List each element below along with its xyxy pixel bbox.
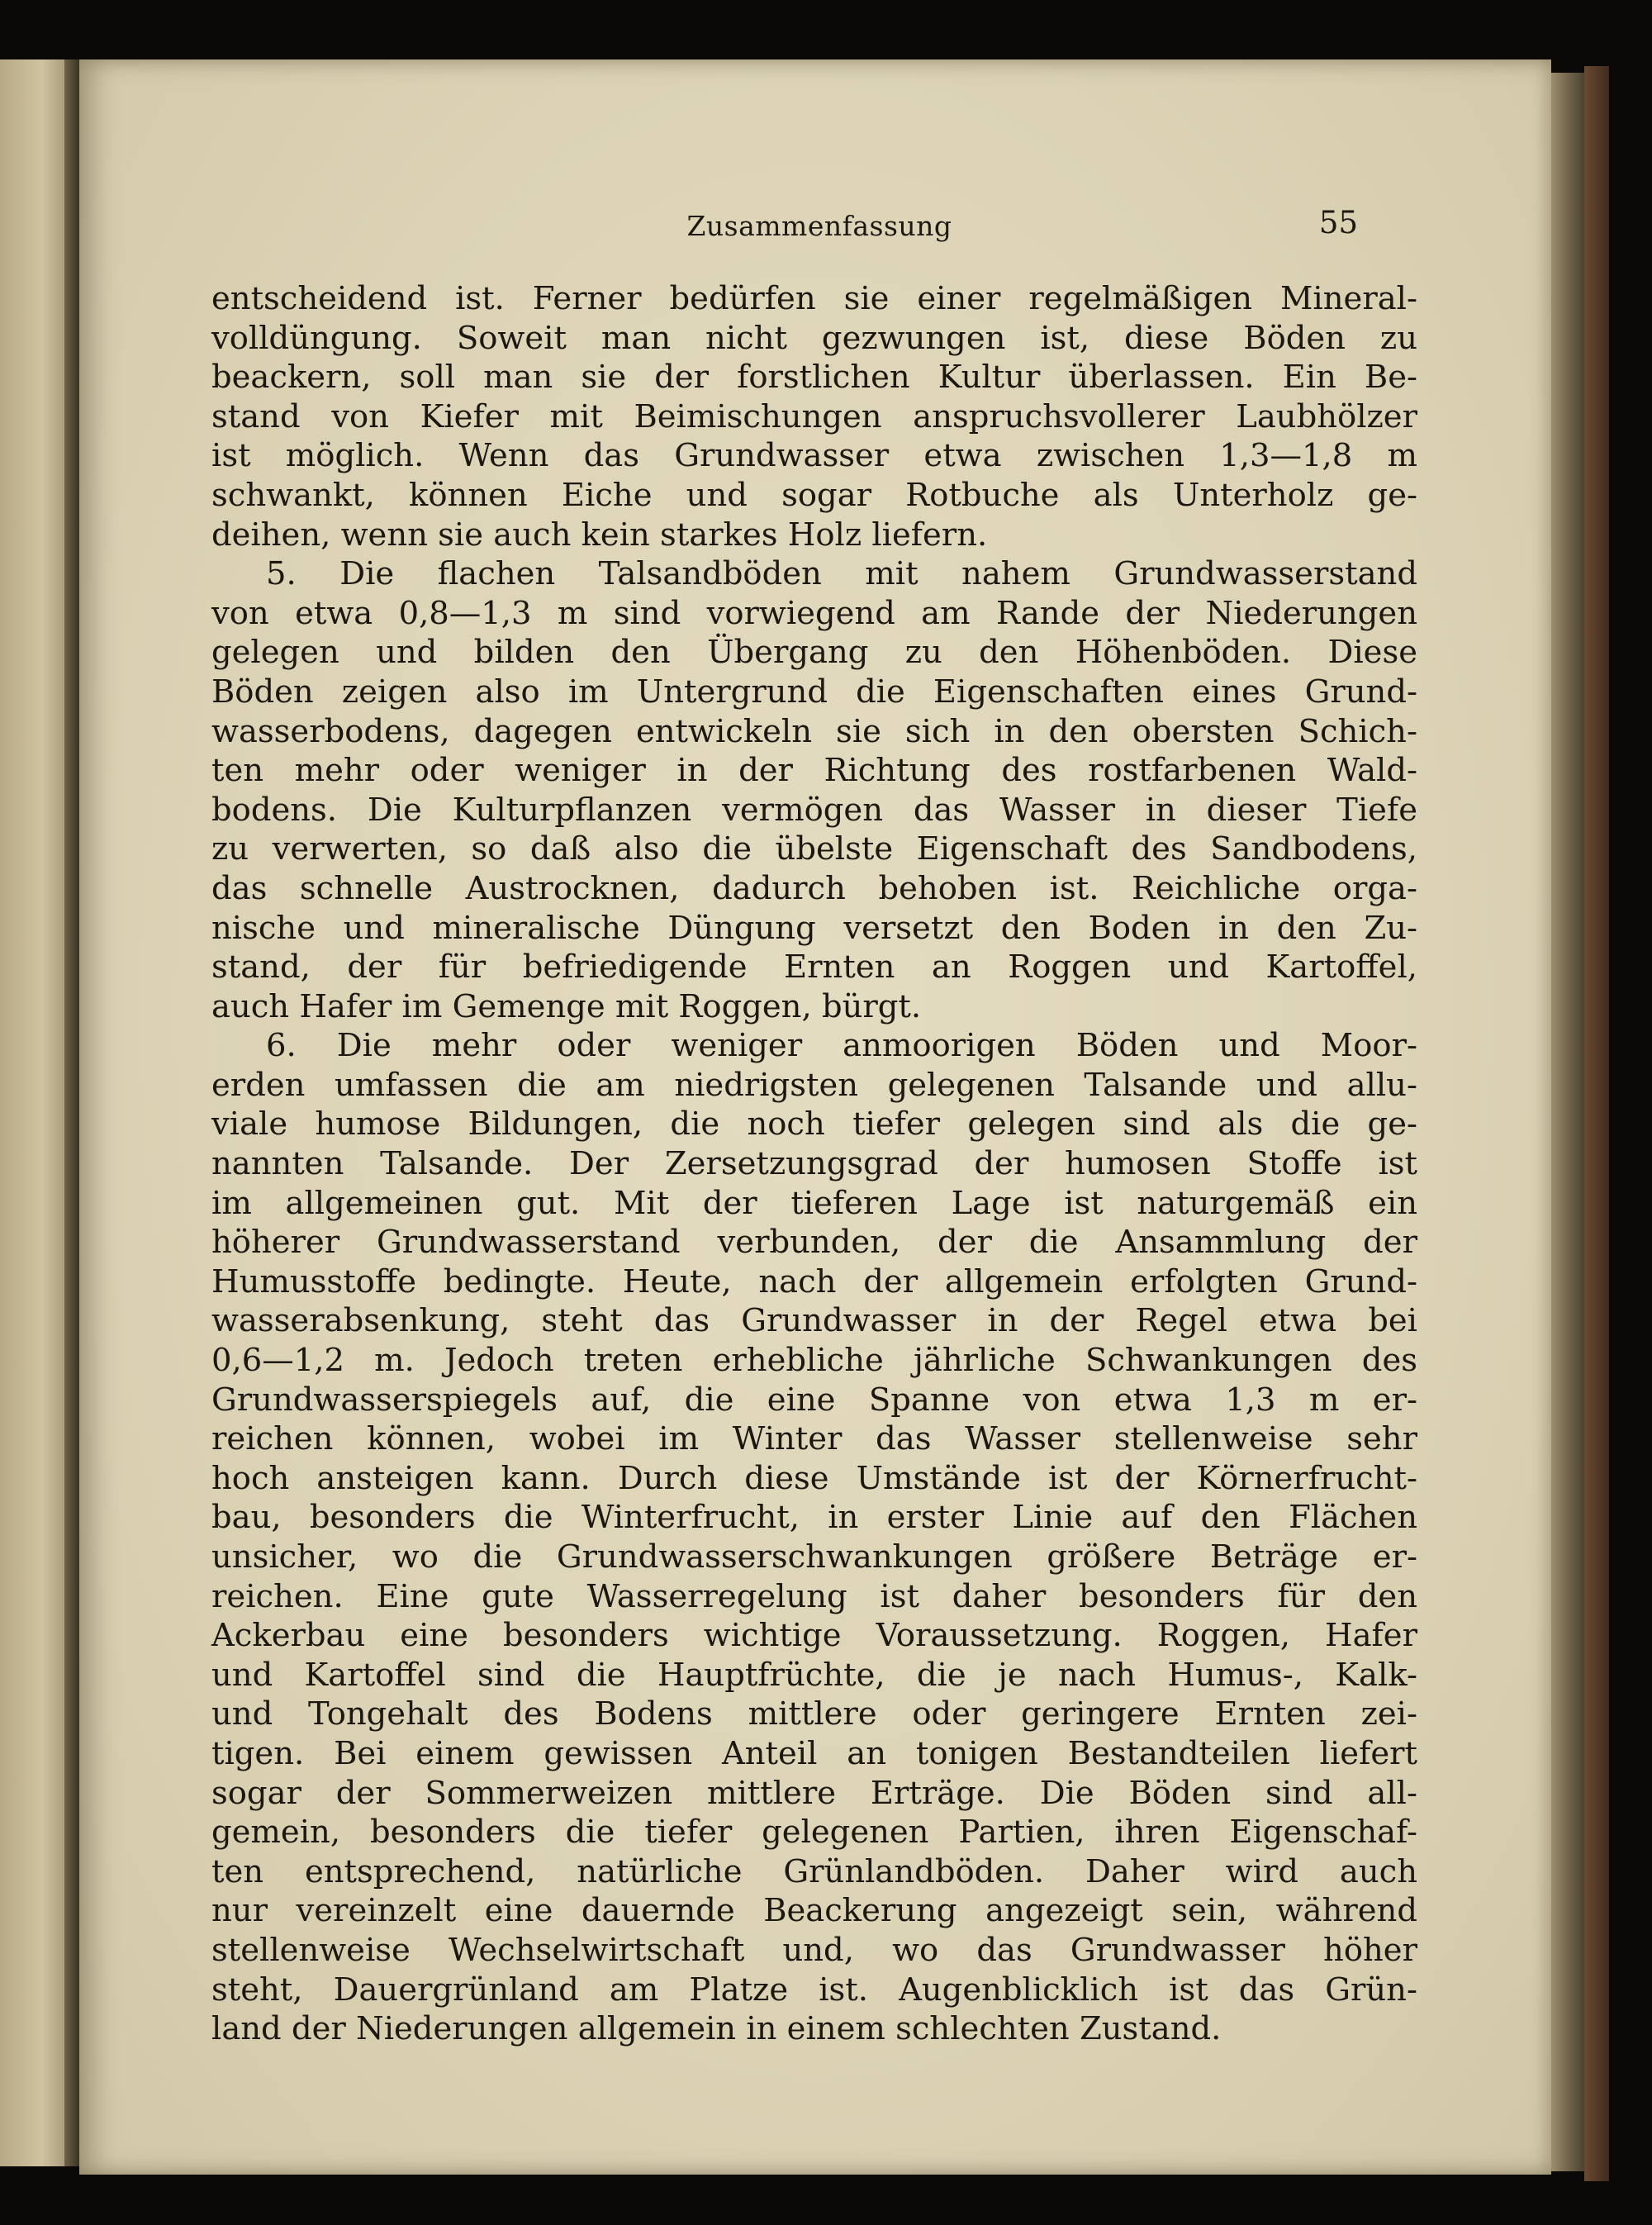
- text-line: sogar der Sommerweizen mittlere Erträge. Die Böden sind all-: [211, 1774, 1417, 1812]
- text-line: hoch ansteigen kann. Durch diese Umstände ist der Körnerfrucht-: [211, 1459, 1417, 1497]
- body-text: [211, 279, 1417, 2049]
- text-line: beackern, soll man sie der forstlichen Kultur überlassen. Ein Be-: [211, 359, 1417, 397]
- text-line: gelegen und bilden den Übergang zu den Höhenböden. Diese: [211, 634, 1417, 672]
- text-line: wasserabsenkung, steht das Grundwasser in der Regel etwa bei: [211, 1302, 1417, 1340]
- text-line: Böden zeigen also im Untergrund die Eigenschaften eines Grund-: [211, 673, 1417, 711]
- text-line: reichen. Eine gute Wasserregelung ist daher besonders für den: [211, 1577, 1417, 1615]
- text-line: stellenweise Wechselwirtschaft und, wo das Grundwasser höher: [211, 1931, 1417, 1969]
- text-line: wasserbodens, dagegen entwickeln sie sich in den obersten Schich-: [211, 712, 1417, 750]
- text-line: ten mehr oder weniger in der Richtung des rostfarbenen Wald-: [211, 752, 1417, 790]
- text-line: reichen können, wobei im Winter das Wasser stellenweise sehr: [211, 1420, 1417, 1458]
- paragraph-start-line: 5. Die flachen Talsandböden mit nahem Grundwasserstand: [266, 555, 1417, 593]
- text-line: und Kartoffel sind die Hauptfrüchte, die je nach Humus-, Kalk-: [211, 1656, 1417, 1694]
- text-line: stand, der für befriedigende Ernten an Roggen und Kartoffel,: [211, 948, 1417, 987]
- text-line: im allgemeinen gut. Mit der tieferen Lage ist naturgemäß ein: [211, 1184, 1417, 1222]
- text-line: erden umfassen die am niedrigsten gelegenen Talsande und allu-: [211, 1066, 1417, 1104]
- text-line: bodens. Die Kulturpflanzen vermögen das Wasser in dieser Tiefe: [211, 791, 1417, 829]
- text-line: nische und mineralische Düngung versetzt den Boden in den Zu-: [211, 909, 1417, 947]
- text-line: steht, Dauergrünland am Platze ist. Augenblicklich ist das Grün-: [211, 1971, 1417, 2009]
- book-page: [79, 59, 1551, 2175]
- text-line: nur vereinzelt eine dauernde Beackerung angezeigt sein, während: [211, 1892, 1417, 1930]
- text-line: land der Niederungen allgemein in einem schlechten Zustand.: [211, 2010, 1222, 2048]
- text-line: Grundwasserspiegels auf, die eine Spanne von etwa 1,3 m er-: [211, 1381, 1417, 1419]
- text-line: auch Hafer im Gemenge mit Roggen, bürgt.: [211, 987, 922, 1025]
- text-line: schwankt, können Eiche und sogar Rotbuche als Unterholz ge-: [211, 476, 1417, 514]
- book-cover-edge: [1584, 66, 1609, 2181]
- text-line: tigen. Bei einem gewissen Anteil an tonigen Bestandteilen liefert: [211, 1734, 1417, 1772]
- text-line: das schnelle Austrocknen, dadurch behoben ist. Reichliche orga-: [211, 869, 1417, 907]
- paragraph-start-line: 6. Die mehr oder weniger anmoorigen Böden und Moor-: [266, 1027, 1417, 1065]
- text-line: nannten Talsande. Der Zersetzungsgrad der humosen Stoffe ist: [211, 1145, 1417, 1183]
- text-line: höherer Grundwasserstand verbunden, der die Ansammlung der: [211, 1224, 1417, 1262]
- text-line: unsicher, wo die Grundwasserschwankungen größere Beträge er-: [211, 1538, 1417, 1576]
- text-line: und Tongehalt des Bodens mittlere oder geringere Ernten zei-: [211, 1695, 1417, 1733]
- text-line: volldüngung. Soweit man nicht gezwungen ist, diese Böden zu: [211, 319, 1417, 357]
- text-line: 0,6—1,2 m. Jedoch treten erhebliche jährliche Schwankungen des: [211, 1342, 1417, 1380]
- text-line: bau, besonders die Winterfrucht, in erster Linie auf den Flächen: [211, 1499, 1417, 1537]
- text-line: deihen, wenn sie auch kein starkes Holz liefern.: [211, 516, 988, 554]
- text-line: gemein, besonders die tiefer gelegenen Partien, ihren Eigenschaf-: [211, 1814, 1417, 1852]
- running-head: Zusammenfassung: [686, 210, 952, 242]
- book-gutter: [64, 59, 79, 2166]
- text-line: Humusstoffe bedingte. Heute, nach der allgemein erfolgten Grund-: [211, 1262, 1417, 1300]
- text-line: ten entsprechend, natürliche Grünlandböden. Daher wird auch: [211, 1852, 1417, 1890]
- text-line: zu verwerten, so daß also die übelste Eigenschaft des Sandbodens,: [211, 830, 1417, 868]
- text-line: viale humose Bildungen, die noch tiefer gelegen sind als die ge-: [211, 1105, 1417, 1143]
- text-line: von etwa 0,8—1,3 m sind vorwiegend am Rande der Niederungen: [211, 594, 1417, 632]
- text-line: stand von Kiefer mit Beimischungen anspruchsvollerer Laubhölzer: [211, 397, 1417, 435]
- page-number: 55: [1318, 205, 1358, 240]
- text-line: ist möglich. Wenn das Grundwasser etwa zwischen 1,3—1,8 m: [211, 437, 1417, 475]
- page-header: [79, 205, 1551, 246]
- text-line: Ackerbau eine besonders wichtige Voraussetzung. Roggen, Hafer: [211, 1617, 1417, 1655]
- page-stack-edge: [1551, 73, 1584, 2171]
- text-line: entscheidend ist. Ferner bedürfen sie einer regelmäßigen Mineral-: [211, 280, 1417, 317]
